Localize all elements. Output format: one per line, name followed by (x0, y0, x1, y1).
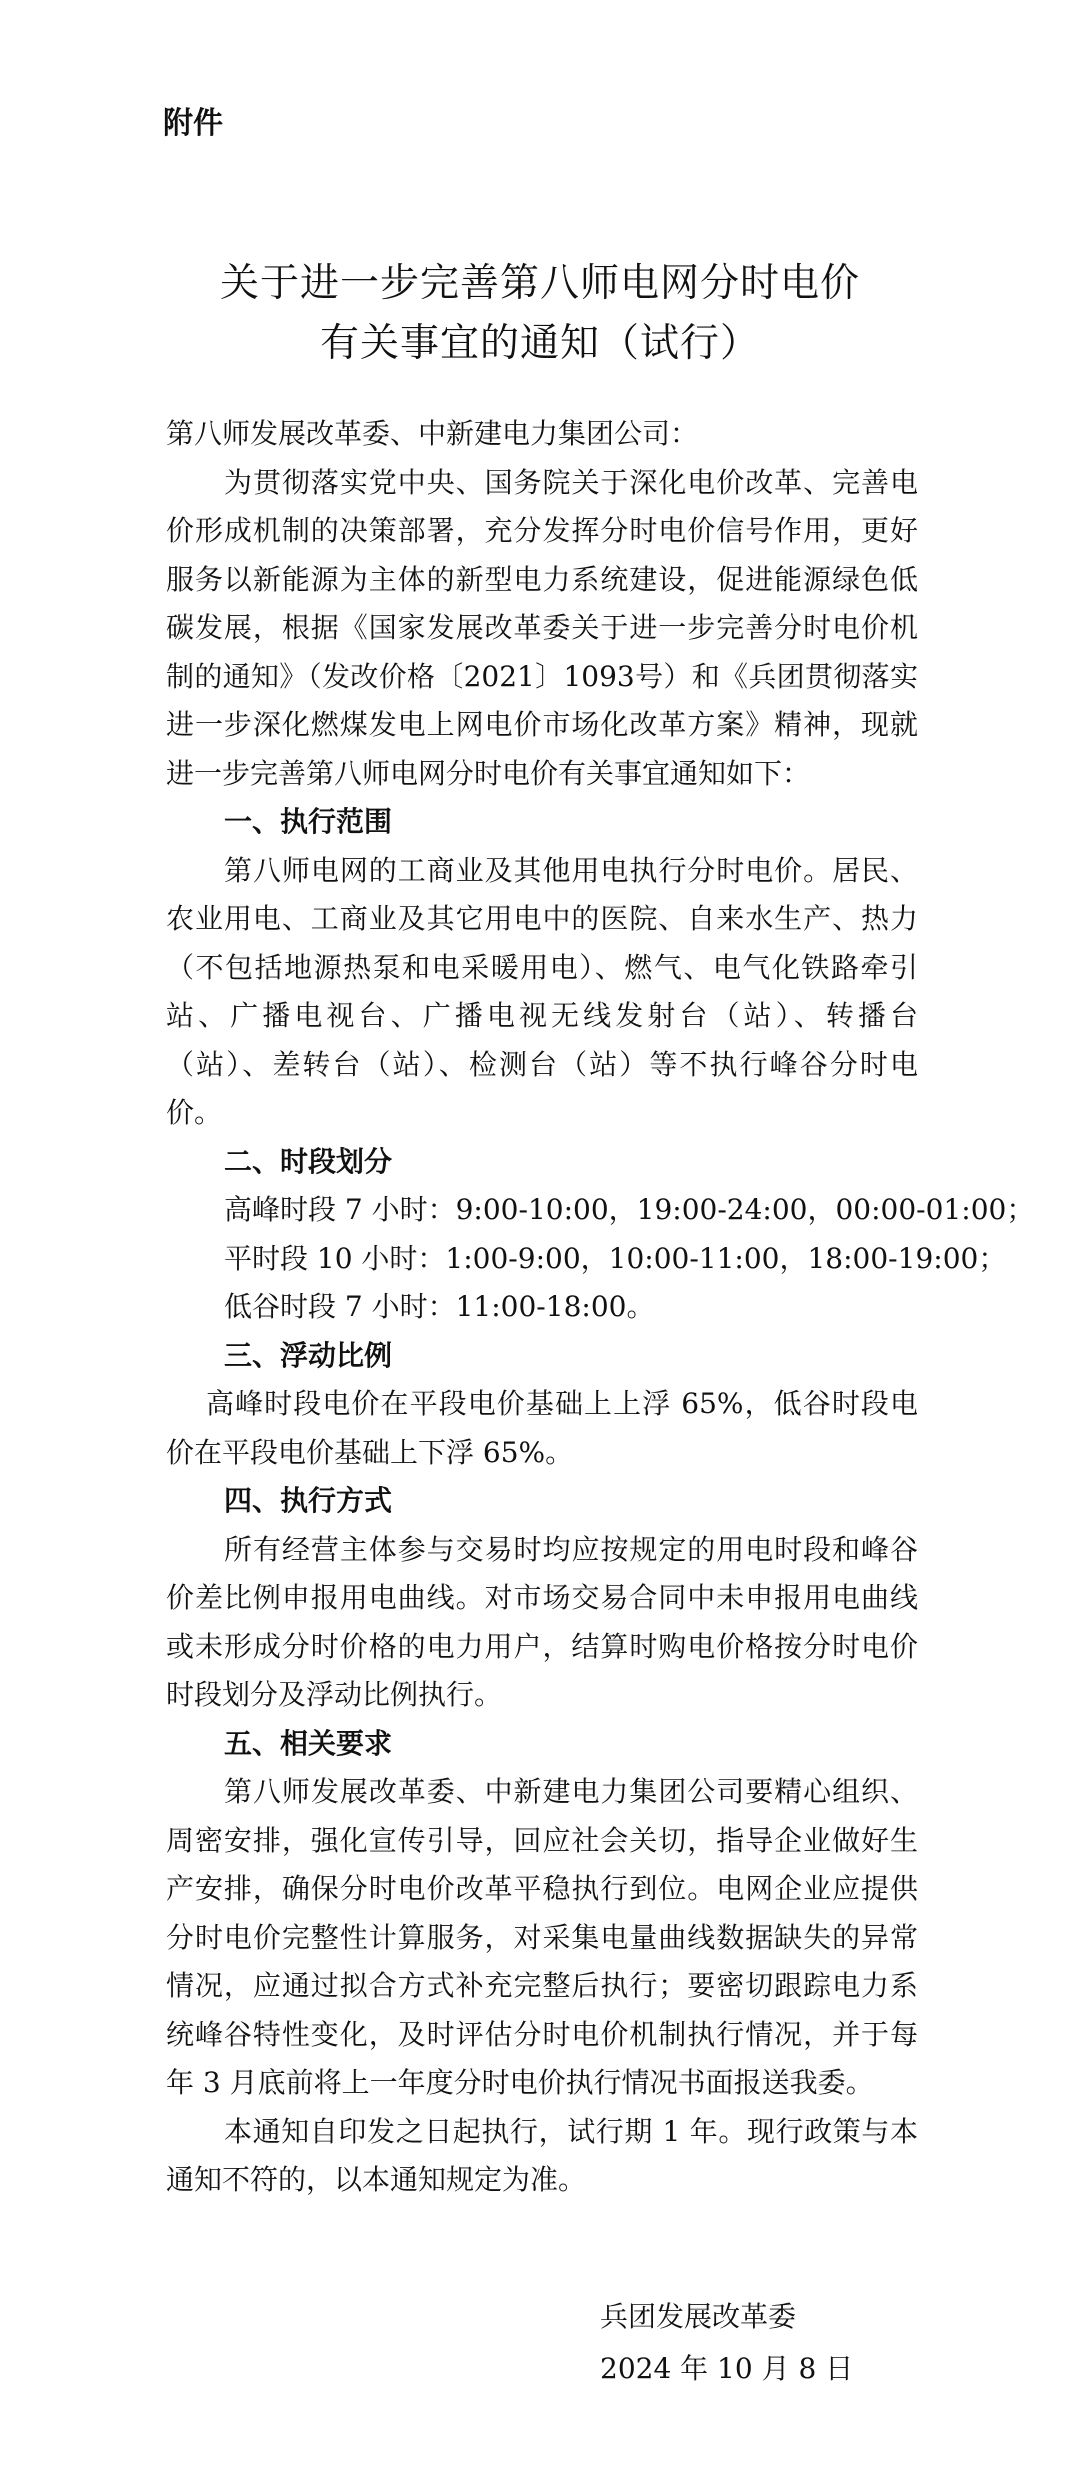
section-5-heading: 五、相关要求 (224, 1726, 393, 1760)
section-3-heading: 三、浮动比例 (224, 1338, 393, 1372)
section-1-heading: 一、执行范围 (224, 805, 393, 838)
valley-period: 低谷时段 7 小时：11:00-18:00。 (224, 1290, 655, 1323)
intro-paragraph: 为贯彻落实党中央、国务院关于深化电价改革、完善电价形成机制的决策部署，充分发挥分时电价信号作用，更好服务以新能源为主体的新型电力系统建设，促进能源绿色低碳发展，根据《国家发展改革委关于进一步完善分时电价机制的通知》（发改价格〔2021〕1093号）和《兵团贯彻落实进一步深化燃煤发电上网电价市场化改革方案》精神，现就进一步完善第八师电网分时电价有关事宜通知如下： (166, 465, 918, 790)
closing-paragraph: 本通知自印发之日起执行，试行期 1 年。现行政策与本通知不符的，以本通知规定为准。 (166, 2114, 918, 2196)
peak-period: 高峰时段 7 小时：9:00-10:00，19:00-24:00，00:00-01:00； (224, 1193, 1035, 1226)
section-2-heading: 二、时段划分 (224, 1144, 393, 1178)
document-body (166, 410, 1035, 2205)
section-3-text: 高峰时段电价在平段电价基础上上浮 65%，低谷时段电价在平段电价基础上下浮 65%。 (166, 1387, 918, 1469)
document-title (0, 254, 1080, 374)
attachment-label: 附件 (163, 106, 223, 141)
section-4-text: 所有经营主体参与交易时均应按规定的用电时段和峰谷价差比例申报用电曲线。对市场交易合同中未申报用电曲线或未形成分时价格的电力用户，结算时购电价格按分时电价时段划分及浮动比例执行。 (166, 1532, 918, 1711)
title-line-2: 有关事宜的通知（试行） (319, 321, 760, 366)
flat-period: 平时段 10 小时：1:00-9:00，10:00-11:00，18:00-19:00； (224, 1241, 1007, 1275)
signature-date: 2024 年 10 月 8 日 (600, 2352, 854, 2385)
salutation: 第八师发展改革委、中新建电力集团公司： (166, 417, 699, 450)
section-4-heading: 四、执行方式 (224, 1484, 393, 1517)
section-1-text: 第八师电网的工商业及其他用电执行分时电价。居民、农业用电、工商业及其它用电中的医院、自来水生产、热力（不包括地源热泵和电采暖用电）、燃气、电气化铁路牵引站、广播电视台、广播电视无线发射台（站）、转播台（站）、差转台（站）、检测台（站）等不执行峰谷分时电价。 (166, 853, 918, 1129)
section-5-text: 第八师发展改革委、中新建电力集团公司要精心组织、周密安排，强化宣传引导，回应社会关切，指导企业做好生产安排，确保分时电价改革平稳执行到位。电网企业应提供分时电价完整性计算服务，对采集电量曲线数据缺失的异常情况，应通过拟合方式补充完整后执行；要密切跟踪电力系统峰谷特性变化，及时评估分时电价机制执行情况，并于每年 3 月底前将上一年度分时电价执行情况书面报送我委。 (166, 1775, 918, 2099)
title-line-1: 关于进一步完善第八师电网分时电价 (219, 261, 860, 306)
signature-org: 兵团发展改革委 (600, 2300, 797, 2333)
signature-block (600, 2291, 853, 2395)
